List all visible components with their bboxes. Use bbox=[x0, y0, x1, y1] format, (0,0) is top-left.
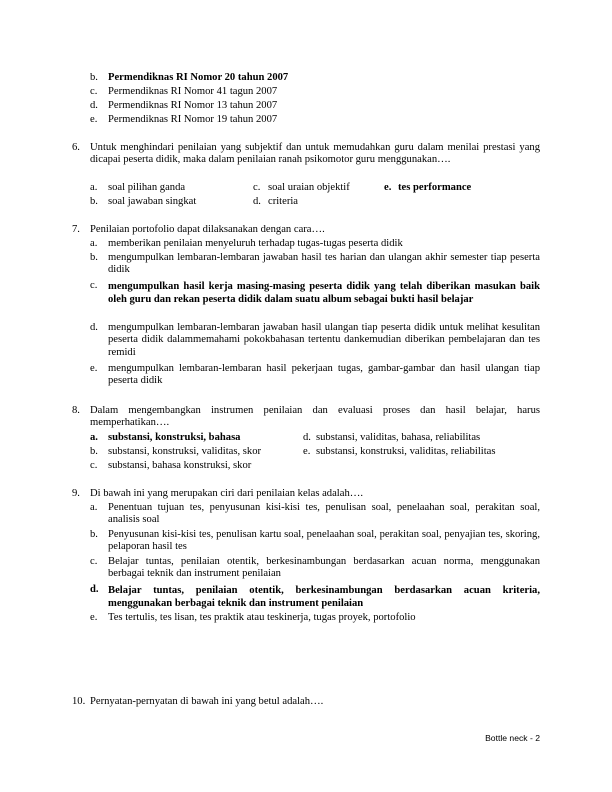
option-text: substansi, konstruksi, validitas, skor bbox=[108, 446, 262, 457]
option-text: substansi, validitas, bahasa, reliabilitas bbox=[316, 432, 481, 443]
option-text: substansi, konstruksi, bahasa bbox=[108, 432, 241, 443]
option-label: c. bbox=[90, 460, 98, 471]
option-label: d. bbox=[253, 196, 261, 207]
option-text: Penyusunan kisi-kisi tes, penulisan kartu soal, penelaahan soal, perakitan soal, penyajian tes, skoring, pelaporan hasil tes bbox=[108, 529, 540, 553]
option-label: c. bbox=[253, 182, 261, 193]
option-text: Permendiknas RI Nomor 41 tagun 2007 bbox=[108, 86, 278, 97]
question-number: 9. bbox=[72, 488, 80, 499]
option-label: e. bbox=[90, 612, 98, 623]
option-text: soal pilihan ganda bbox=[108, 182, 186, 193]
question-text: Pernyatan-pernyatan di bawah ini yang betul adalah…. bbox=[90, 696, 324, 707]
option-label: e. bbox=[303, 446, 311, 457]
question-text: Untuk menghindari penilaian yang subjektif dan untuk memudahkan guru dalam menilai prestasi yang dicapai peserta didik, maka dalam penilaian ranah psikomotor guru menggunakan…. bbox=[90, 142, 540, 166]
option-text: Belajar tuntas, penilaian otentik, berkesinambungan berdasarkan acuan norma, menggunakan berbagai teknik dan instrument penilaian bbox=[108, 556, 540, 580]
option-text: soal jawaban singkat bbox=[108, 196, 197, 207]
option-text: Permendiknas RI Nomor 13 tahun 2007 bbox=[108, 100, 278, 111]
option-label: d. bbox=[303, 432, 311, 443]
option-text: mengumpulkan hasil kerja masing-masing peserta didik yang telah diberikan masukan baik oleh guru dan rekan peserta didik dalam suatu album sebagai bukti hasil belajar bbox=[108, 281, 540, 305]
option-text: criteria bbox=[268, 196, 298, 207]
option-label: d. bbox=[90, 322, 98, 333]
option-text: Permendiknas RI Nomor 19 tahun 2007 bbox=[108, 114, 278, 125]
option-text: tes performance bbox=[398, 182, 472, 193]
option-label: e. bbox=[384, 182, 392, 193]
option-text: Belajar tuntas, penilaian otentik, berkesinambungan berdasarkan acuan kriteria, menggunakan berbagai teknik dan instrument penilaian bbox=[108, 585, 540, 609]
option-label: c. bbox=[90, 280, 98, 291]
option-label: d. bbox=[90, 100, 98, 111]
option-label: e. bbox=[90, 363, 98, 374]
option-label: e. bbox=[90, 114, 98, 125]
option-label: a. bbox=[90, 502, 98, 513]
option-text: Permendiknas RI Nomor 20 tahun 2007 bbox=[108, 72, 289, 83]
option-text: mengumpulkan lembaran-lembaran jawaban hasil tes harian dan ulangan akhir semester tiap peserta didik bbox=[108, 252, 540, 276]
option-label: b. bbox=[90, 446, 98, 457]
question-number: 7. bbox=[72, 224, 80, 235]
option-text: mengumpulkan lembaran-lembaran hasil pekerjaan tugas, gambar-gambar dan hasil ulangan tiap peserta didik bbox=[108, 363, 540, 387]
option-text: mengumpulkan lembaran-lembaran jawaban hasil ulangan tiap peserta didik untuk melihat kesulitan peserta didik dalammemahami pokokbahasan tertentu dankemudian diberikan pembelajaran dan tes remidi bbox=[108, 322, 540, 358]
option-text: soal uraian objektif bbox=[268, 182, 350, 193]
option-label: a. bbox=[90, 432, 98, 443]
option-text: Tes tertulis, tes lisan, tes praktik atau teskinerja, tugas proyek, portofolio bbox=[108, 612, 416, 623]
option-label: b. bbox=[90, 72, 98, 83]
question-text: Penilaian portofolio dapat dilaksanakan dengan cara…. bbox=[90, 224, 325, 235]
option-text: substansi, bahasa konstruksi, skor bbox=[108, 460, 252, 471]
option-text: substansi, konstruksi, validitas, reliabilitas bbox=[316, 446, 496, 457]
option-label: d. bbox=[90, 584, 99, 595]
option-text: Penentuan tujuan tes, penyusunan kisi-kisi tes, penulisan soal, penelaahan soal, perakitan soal, analisis soal bbox=[108, 502, 540, 526]
page-footer: Bottle neck - 2 bbox=[485, 733, 540, 743]
option-label: b. bbox=[90, 252, 98, 263]
option-label: b. bbox=[90, 529, 98, 540]
option-label: a. bbox=[90, 182, 98, 193]
question-number: 10. bbox=[72, 696, 86, 707]
option-label: b. bbox=[90, 196, 98, 207]
option-text: memberikan penilaian menyeluruh terhadap tugas-tugas peserta didik bbox=[108, 238, 403, 249]
question-text: Di bawah ini yang merupakan ciri dari penilaian kelas adalah…. bbox=[90, 488, 363, 499]
question-text: Dalam mengembangkan instrumen penilaian dan evaluasi proses dan hasil belajar, harus memperhatikan…. bbox=[90, 405, 540, 429]
option-label: c. bbox=[90, 556, 98, 567]
option-label: c. bbox=[90, 86, 98, 97]
question-number: 6. bbox=[72, 142, 80, 153]
option-label: a. bbox=[90, 238, 98, 249]
question-number: 8. bbox=[72, 405, 80, 416]
